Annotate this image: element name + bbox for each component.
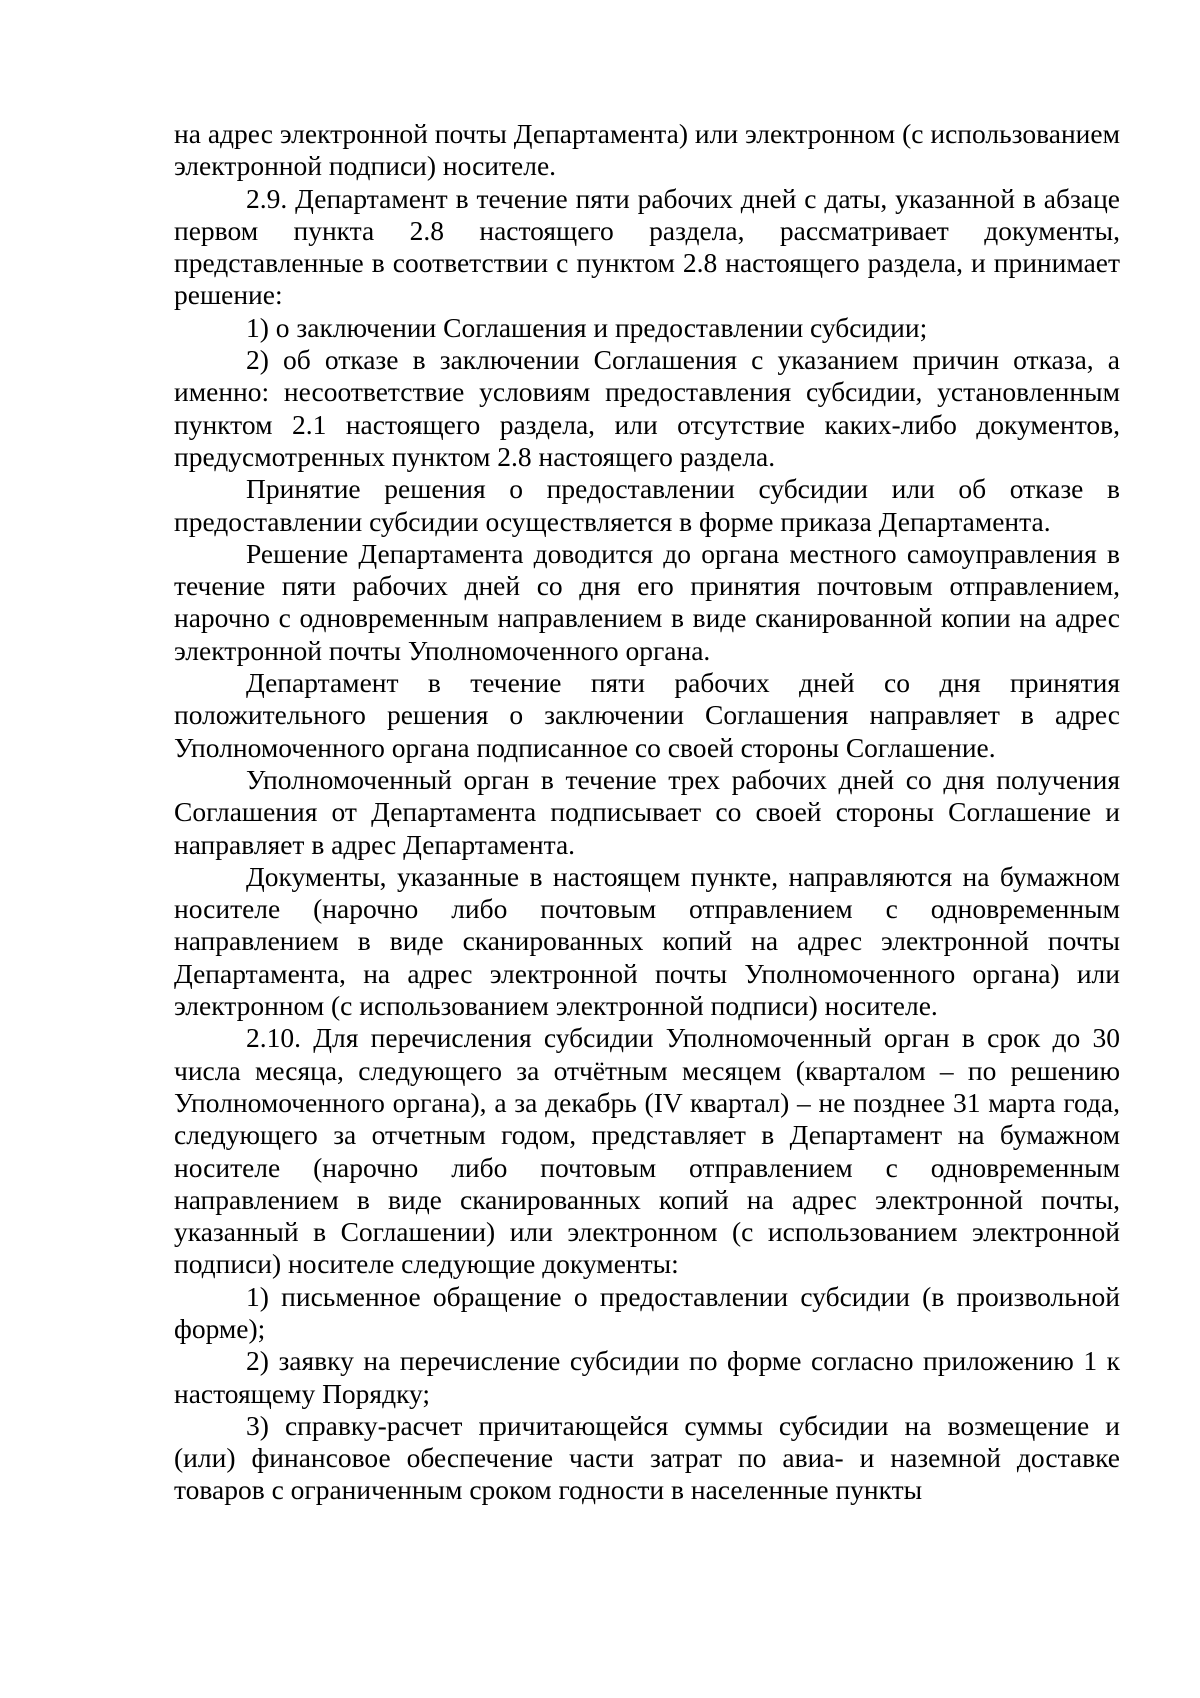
document-page <box>174 118 1120 1507</box>
paragraph-2-9: 2.9. Департамент в течение пяти рабочих дней с даты, указанной в абзаце первом пункта 2.8 настоящего раздела, рассматривает документы, представленные в соответствии с пунктом 2.8 настоящего раздела, и принимает решение: <box>174 182 1120 311</box>
list-item-conclude-agreement: 1) о заключении Соглашения и предоставлении субсидии; <box>246 311 928 343</box>
list-item-calculation-certificate: 3) справку-расчет причитающейся суммы субсидии на возмещение и (или) финансовое обеспечение части затрат по авиа- и наземной доставке товаров с ограниченным сроком годности в населенные пункты <box>174 1409 1120 1506</box>
paragraph-decision-form: Принятие решения о предоставлении субсидии или об отказе в предоставлении субсидии осуществляется в форме приказа Департамента. <box>174 473 1120 537</box>
paragraph-continuation: на адрес электронной почты Департамента) или электронном (с использованием электронной подписи) носителе. <box>174 118 1120 182</box>
list-item-transfer-application: 2) заявку на перечисление субсидии по форме согласно приложению 1 к настоящему Порядку; <box>174 1345 1120 1409</box>
paragraph-decision-delivery: Решение Департамента доводится до органа местного самоуправления в течение пяти рабочих дней со дня его принятия почтовым отправлением, нарочно с одновременным направлением в виде сканированной копии на адрес электронной почты Уполномоченного органа. <box>174 537 1120 666</box>
paragraph-2-10: 2.10. Для перечисления субсидии Уполномоченный орган в срок до 30 числа месяца, следующего за отчётным месяцем (кварталом – по решению Уполномоченного органа), а за декабрь (IV квартал) – не позднее 31 марта года, следующего за отчетным годом, представляет в Департамент на бумажном носителе (нарочно либо почтовым отправлением с одновременным направлением в виде сканированных копий на адрес электронной почты, указанный в Соглашении) или электронном (с использованием электронной подписи) носителе следующие документы: <box>174 1022 1120 1280</box>
list-item-refuse-agreement: 2) об отказе в заключении Соглашения с указанием причин отказа, а именно: несоответствие условиям предоставления субсидии, установленным пунктом 2.1 настоящего раздела, или отсутствие каких-либо документов, предусмотренных пунктом 2.8 настоящего раздела. <box>174 344 1120 472</box>
paragraph-documents-delivery: Документы, указанные в настоящем пункте, направляются на бумажном носителе (нарочно либо почтовым отправлением с одновременным направлением в виде сканированных копий на адрес электронной почты Департамента, на адрес электронной почты Уполномоченного органа) или электронном (с использованием электронной подписи) носителе. <box>174 860 1120 1022</box>
paragraph-authority-signs: Уполномоченный орган в течение трех рабочих дней со дня получения Соглашения от Департамента подписывает со своей стороны Соглашение и направляет в адрес Департамента. <box>174 763 1120 860</box>
paragraph-department-signs: Департамент в течение пяти рабочих дней со дня принятия положительного решения о заключении Соглашения направляет в адрес Уполномоченного органа подписанное со своей стороны Соглашение. <box>174 667 1120 763</box>
list-item-written-request: 1) письменное обращение о предоставлении субсидии (в произвольной форме); <box>174 1280 1120 1344</box>
